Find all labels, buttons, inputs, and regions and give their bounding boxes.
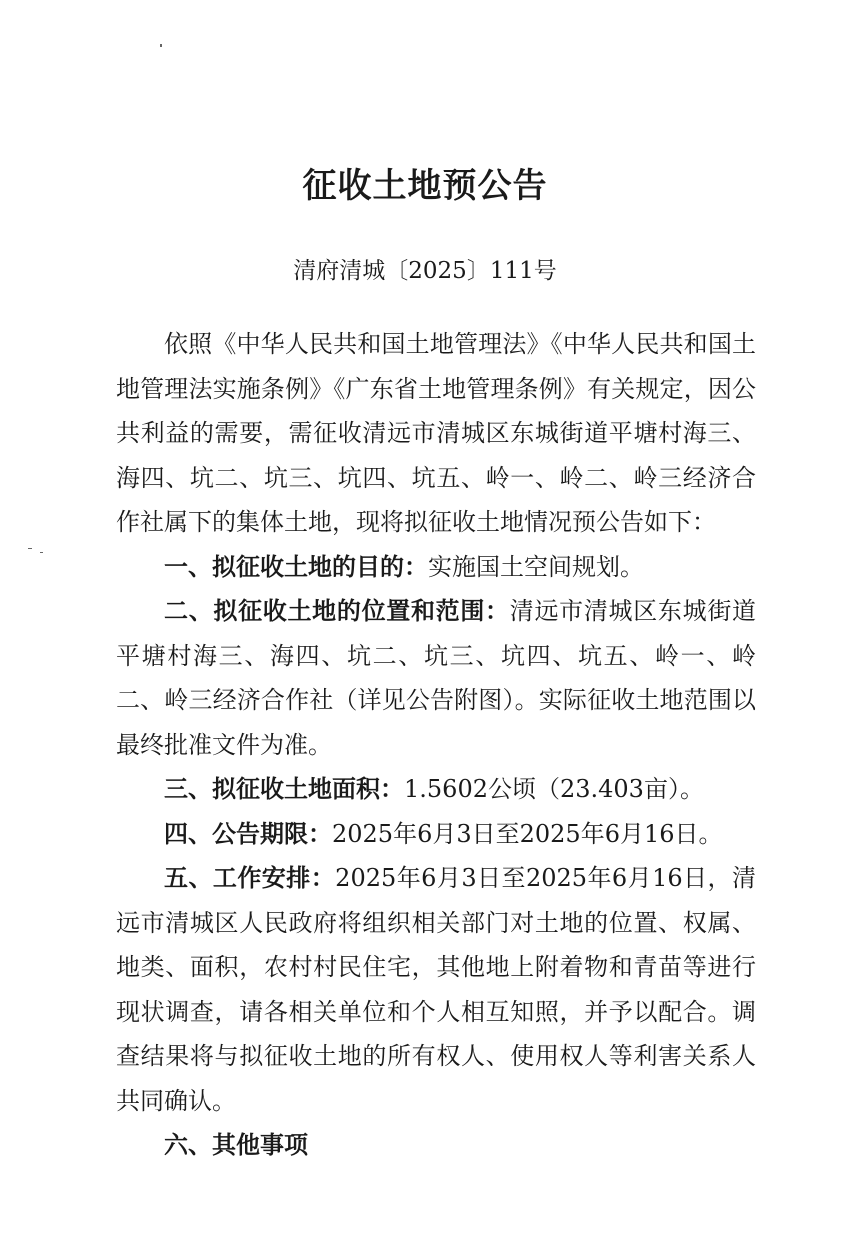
section-paragraph (116, 812, 756, 857)
scan-speck (40, 552, 43, 553)
section-heading: 三、拟征收土地面积： (164, 775, 404, 803)
section-text: 1.5602公顷（23.403亩）。 (404, 775, 704, 803)
section-heading: 四、公告期限： (164, 819, 332, 848)
intro-paragraph: 依照《中华人民共和国土地管理法》《中华人民共和国土地管理法实施条例》《广东省土地管理条例》有关规定，因公共利益的需要，需征收清远市清城区东城街道平塘村海三、海四、坑二、坑三、坑四、坑五、岭一、岭二、岭三经济合作社属下的集体土地，现将拟征收土地情况预公告如下： (116, 330, 756, 536)
document-number: 清府清城〔2025〕111号 (293, 258, 557, 284)
document-title: 征收土地预公告 (302, 166, 548, 206)
section-paragraph (116, 589, 756, 767)
scan-speck (28, 548, 32, 549)
section-text: 2025年6月3日至2025年6月16日，清远市清城区人民政府将组织相关部门对土地的位置、权属、地类、面积，农村村民住宅，其他地上附着物和青苗等进行现状调查，请各相关单位和个人相互知照，并予以配合。调查结果将与拟征收土地的所有权人、使用权人等利害关系人共同确认。 (116, 864, 756, 1115)
section-heading: 二、拟征收土地的位置和范围： (164, 597, 510, 625)
section-text: 清远市清城区东城街道平塘村海三、海四、坑二、坑三、坑四、坑五、岭一、岭二、岭三经济合作社（详见公告附图）。实际征收土地范围以最终批准文件为准。 (116, 597, 757, 759)
document-body (116, 322, 756, 1168)
section-paragraph (116, 545, 756, 590)
section-paragraph (116, 856, 756, 1123)
section-heading: 五、工作安排： (164, 864, 336, 892)
section-paragraph (116, 767, 756, 812)
section-paragraph (116, 1123, 756, 1168)
section-heading: 六、其他事项 (164, 1131, 308, 1159)
section-heading: 一、拟征收土地的目的： (164, 552, 428, 581)
section-text: 实施国土空间规划。 (428, 552, 644, 581)
scan-speck (160, 44, 162, 47)
section-text: 2025年6月3日至2025年6月16日。 (332, 819, 723, 848)
